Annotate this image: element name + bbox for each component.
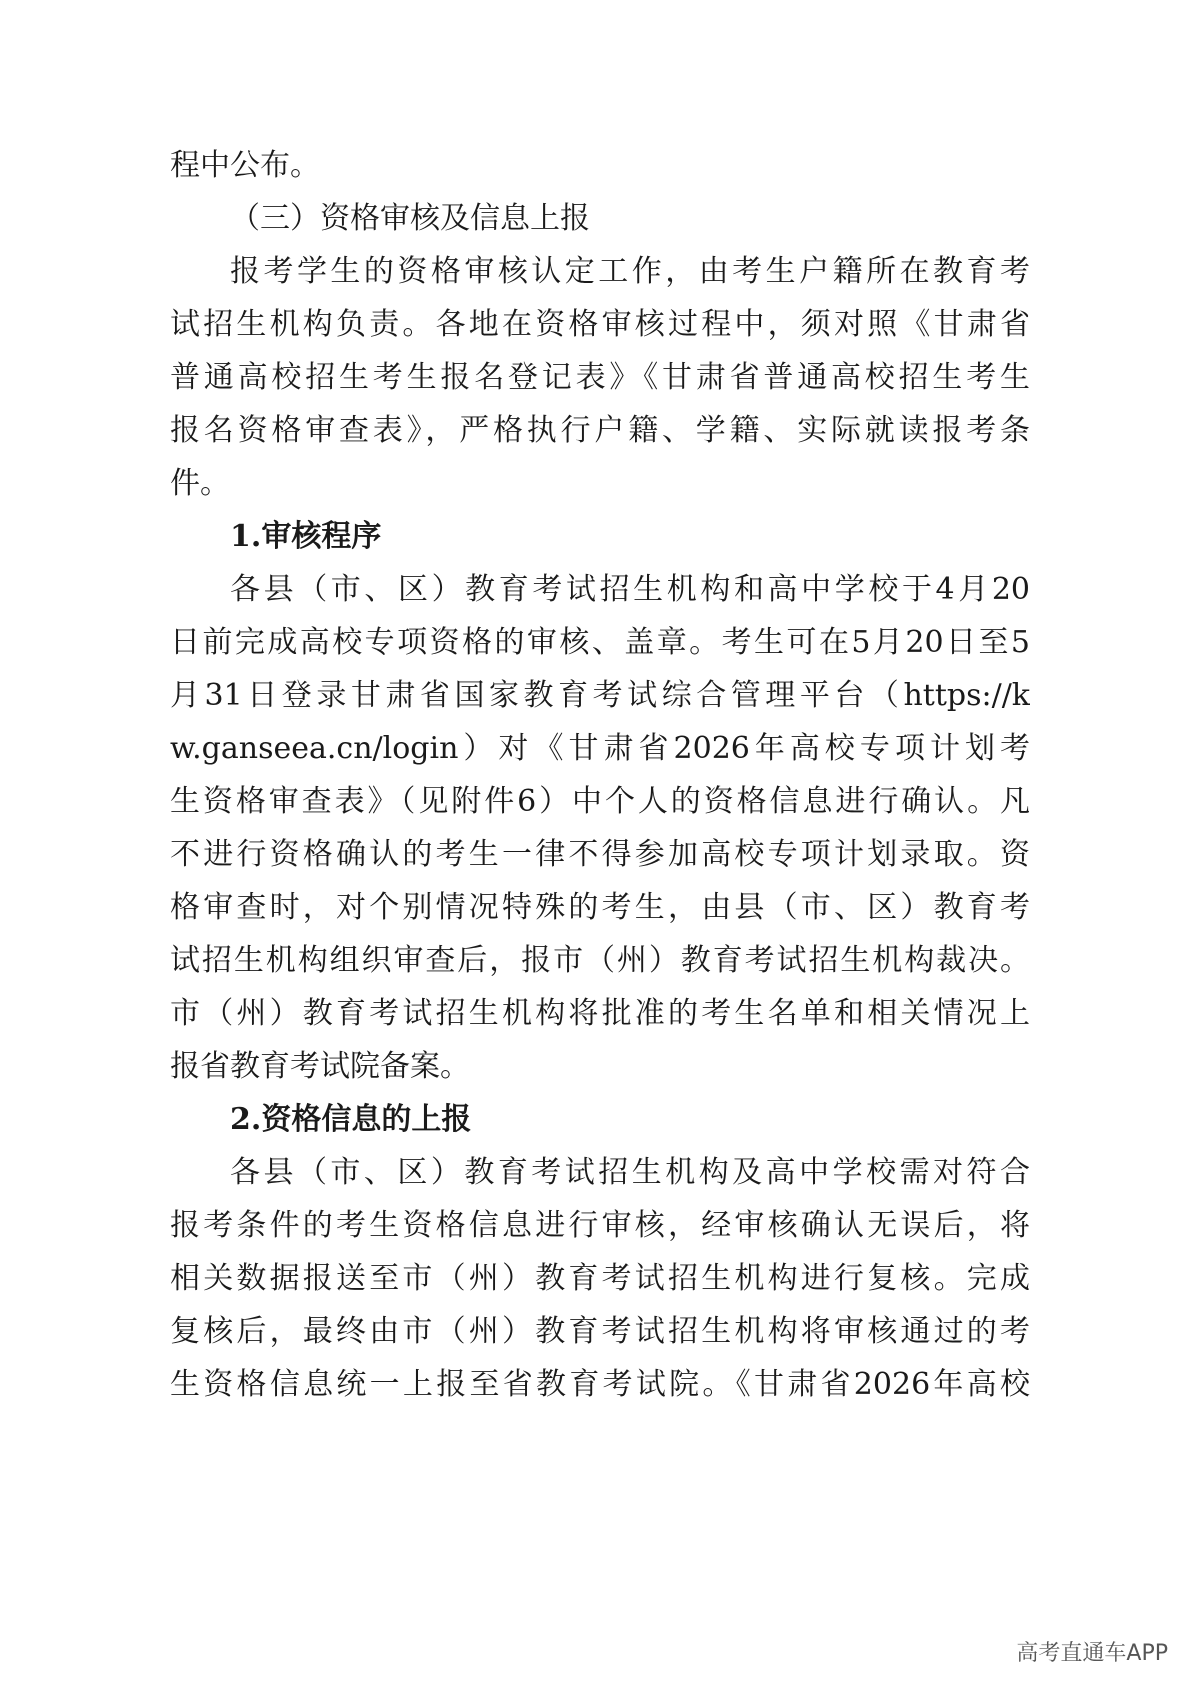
paragraph-line: 市（州）教育考试招生机构将批准的考生名单和相关情况上 — [170, 996, 1030, 1031]
paragraph-line: 各县（市、区）教育考试招生机构和高中学校于4月20 — [230, 572, 1030, 607]
paragraph-line: 格审查时，对个别情况特殊的考生，由县（市、区）教育考 — [170, 890, 1030, 925]
paragraph-line: 报考条件的考生资格信息进行审核，经审核确认无误后，将 — [170, 1208, 1030, 1243]
paragraph-line: 试招生机构组织审查后，报市（州）教育考试招生机构裁决。 — [170, 943, 1030, 978]
watermark-text: 高考直通车APP — [1016, 1641, 1168, 1666]
paragraph-line: 月31日登录甘肃省国家教育考试综合管理平台（https://k — [170, 678, 1030, 713]
paragraph-line: 件。 — [170, 466, 230, 501]
paragraph-line: w.ganseea.cn/login）对《甘肃省2026年高校专项计划考 — [170, 731, 1030, 766]
section-heading: （三）资格审核及信息上报 — [230, 201, 590, 236]
paragraph-line: 生资格审查表》（见附件6）中个人的资格信息进行确认。凡 — [170, 784, 1030, 819]
paragraph-line: 复核后，最终由市（州）教育考试招生机构将审核通过的考 — [170, 1314, 1030, 1349]
paragraph-line: 各县（市、区）教育考试招生机构及高中学校需对符合 — [230, 1155, 1030, 1190]
paragraph-line: 相关数据报送至市（州）教育考试招生机构进行复核。完成 — [170, 1261, 1030, 1296]
paragraph-line: 普通高校招生考生报名登记表》《甘肃省普通高校招生考生 — [170, 360, 1030, 395]
subsection-heading: 1.审核程序 — [230, 519, 382, 554]
paragraph-line: 生资格信息统一上报至省教育考试院。《甘肃省2026年高校 — [170, 1367, 1030, 1402]
paragraph-line: 日前完成高校专项资格的审核、盖章。考生可在5月20日至5 — [170, 625, 1030, 660]
paragraph-line: 报名资格审查表》，严格执行户籍、学籍、实际就读报考条 — [170, 413, 1030, 448]
paragraph-line: 试招生机构负责。各地在资格审核过程中，须对照《甘肃省 — [170, 307, 1030, 342]
paragraph-line: 不进行资格确认的考生一律不得参加高校专项计划录取。资 — [170, 837, 1030, 872]
subsection-heading: 2.资格信息的上报 — [230, 1102, 472, 1137]
paragraph-line: 报考学生的资格审核认定工作，由考生户籍所在教育考 — [230, 254, 1030, 289]
paragraph-line: 报省教育考试院备案。 — [170, 1049, 470, 1084]
paragraph-line: 程中公布。 — [170, 148, 320, 183]
